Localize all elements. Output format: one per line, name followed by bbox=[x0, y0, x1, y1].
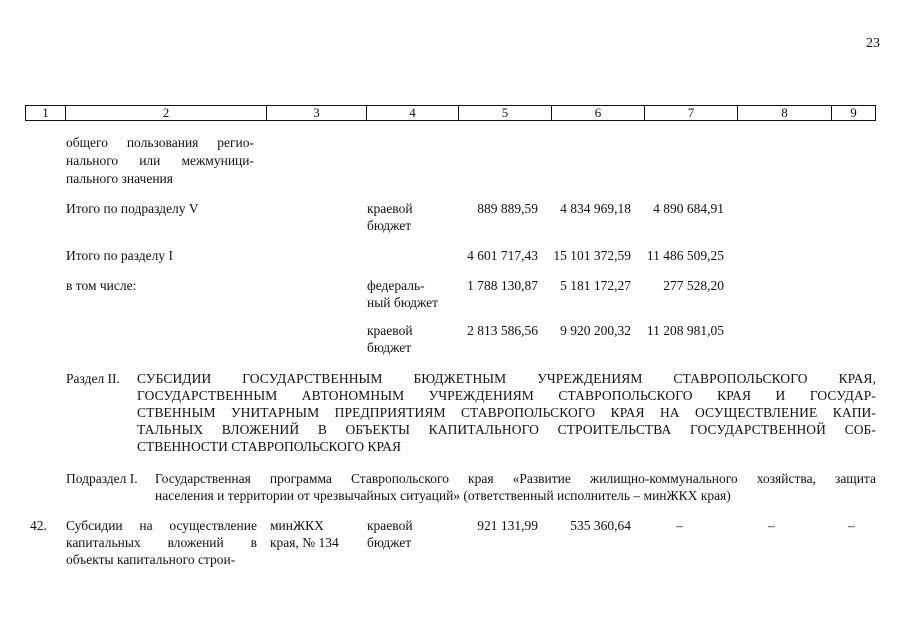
federal-col6: 5 181 172,27 bbox=[560, 278, 631, 293]
row-42-col8: – bbox=[768, 518, 775, 533]
header-col-2: 2 bbox=[66, 106, 267, 120]
header-col-6: 6 bbox=[552, 106, 645, 120]
row-42-desc-line-1: Субсидии на осуществление bbox=[66, 518, 257, 533]
regional-col5: 2 813 586,56 bbox=[467, 323, 538, 338]
header-col-4: 4 bbox=[367, 106, 459, 120]
section-i-col6: 15 101 372,59 bbox=[553, 248, 631, 263]
federal-col5: 1 788 130,87 bbox=[467, 278, 538, 293]
row-42-col9: – bbox=[848, 518, 855, 533]
regional-source-line-1: краевой bbox=[367, 323, 413, 338]
row-42-col6: 535 360,64 bbox=[570, 518, 631, 533]
regional-col6: 9 920 200,32 bbox=[560, 323, 631, 338]
header-col-3: 3 bbox=[267, 106, 367, 120]
federal-source-line-2: ный бюджет bbox=[367, 295, 439, 310]
subsection-v-col7: 4 890 684,91 bbox=[653, 201, 724, 216]
section-ii-title-line-2: ГОСУДАРСТВЕННЫМ АВТОНОМНЫМ УЧРЕЖДЕНИЯМ СТАВРОПОЛЬСКОГО КРАЯ И ГОСУДАР- bbox=[137, 388, 876, 403]
continuation-line-1: общего пользования регио- bbox=[66, 135, 254, 150]
subsection-v-source-line-1: краевой bbox=[367, 201, 413, 216]
header-col-5: 5 bbox=[459, 106, 552, 120]
section-ii-title-line-4: ТАЛЬНЫХ ВЛОЖЕНИЙ В ОБЪЕКТЫ КАПИТАЛЬНОГО СТРОИТЕЛЬСТВА ГОСУДАРСТВЕННОЙ СОБ- bbox=[137, 422, 876, 437]
subsection-v-total-label: Итого по подразделу V bbox=[66, 201, 199, 216]
section-ii-title-line-3: СТВЕННЫМ УНИТАРНЫМ ПРЕДПРИЯТИЯМ СТАВРОПОЛЬСКОГО КРАЯ НА ОСУЩЕСТВЛЕНИЕ КАПИ- bbox=[137, 405, 876, 420]
header-col-1: 1 bbox=[26, 106, 66, 120]
header-col-9: 9 bbox=[850, 105, 857, 120]
including-label: в том числе: bbox=[66, 278, 137, 293]
continuation-line-2: нального или межмуници- bbox=[66, 153, 254, 168]
subsection-i-prefix: Подраздел I. bbox=[66, 471, 138, 486]
row-42-source-line-1: краевой bbox=[367, 518, 413, 533]
header-col-7: 7 bbox=[645, 106, 738, 120]
row-42-executor-line-2: края, № 134 bbox=[270, 535, 339, 550]
section-i-col5: 4 601 717,43 bbox=[467, 248, 538, 263]
column-number-header bbox=[25, 105, 876, 121]
regional-col7: 11 208 981,05 bbox=[646, 323, 724, 338]
federal-source-line-1: федераль- bbox=[367, 278, 425, 293]
row-42-executor-line-1: минЖКХ bbox=[270, 518, 324, 533]
section-ii-title-line-1: СУБСИДИИ ГОСУДАРСТВЕННЫМ БЮДЖЕТНЫМ УЧРЕЖДЕНИЯМ СТАВРОПОЛЬСКОГО КРАЯ, bbox=[137, 371, 876, 386]
continuation-line-3: пального значения bbox=[66, 171, 173, 186]
federal-col7: 277 528,20 bbox=[663, 278, 724, 293]
section-ii-title-line-5: СТВЕННОСТИ СТАВРОПОЛЬСКОГО КРАЯ bbox=[137, 439, 401, 454]
subsection-i-title-line-1: Государственная программа Ставропольского края «Развитие жилищно-коммунального хозяйства, защита bbox=[155, 471, 876, 486]
regional-source-line-2: бюджет bbox=[367, 340, 412, 355]
subsection-v-source-line-2: бюджет bbox=[367, 218, 412, 233]
subsection-v-col6: 4 834 969,18 bbox=[560, 201, 631, 216]
row-42-desc-line-2: капитальных вложений в bbox=[66, 535, 257, 550]
section-ii-prefix: Раздел II. bbox=[66, 371, 120, 386]
section-i-col7: 11 486 509,25 bbox=[646, 248, 724, 263]
page-number: 23 bbox=[866, 36, 880, 51]
row-42-number: 42. bbox=[30, 518, 47, 533]
row-42-source-line-2: бюджет bbox=[367, 535, 412, 550]
subsection-v-col5: 889 889,59 bbox=[477, 201, 538, 216]
row-42-col5: 921 131,99 bbox=[477, 518, 538, 533]
row-42-col7: – bbox=[676, 518, 683, 533]
header-col-8: 8 bbox=[738, 106, 832, 120]
subsection-i-title-line-2: населения и территории от чрезвычайных ситуаций» (ответственный исполнитель – минЖКХ края) bbox=[155, 488, 731, 503]
row-42-desc-line-3: объекты капитального строи- bbox=[66, 552, 236, 567]
section-i-total-label: Итого по разделу I bbox=[66, 248, 173, 263]
